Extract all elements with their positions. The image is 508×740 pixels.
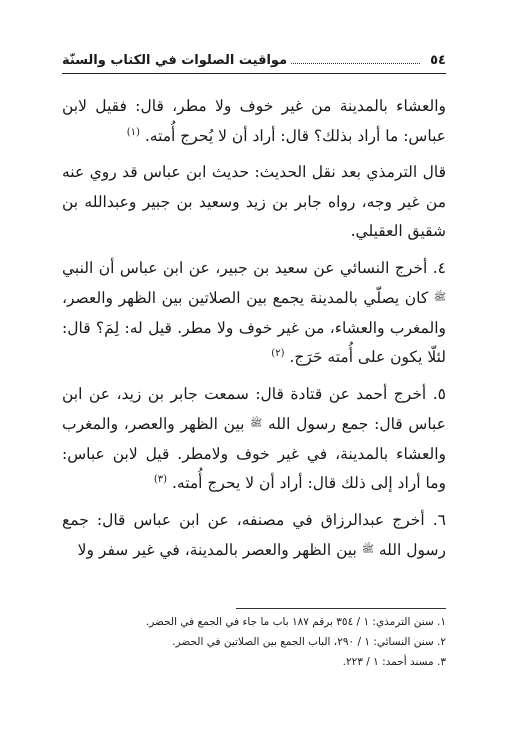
paragraph-2-text: قال الترمذي بعد نقل الحديث: حديث ابن عباس قد روي عنه من غير وجه، رواه جابر بن زيد وسعيد بن جبير وعبدالله بن شقيق العقيلي. (62, 163, 446, 240)
footnotes (62, 612, 446, 672)
footnote-1: ١. سنن الترمذي: ١ / ٣٥٤ برقم ١٨٧ باب ما جاء في الجمع في الحضر. (145, 616, 446, 628)
header-rule (62, 73, 446, 74)
paragraph-3-text-b: كان يصلّي بالمدينة يجمع بين الصلاتين بين الظهر والعصر، والمغرب والعشاء، من غير خوف ولا مطر. قيل له: لِمَ؟ قال: لئلّا يكون على أُمته حَرَج. (62, 289, 446, 366)
salawat-symbol: ﷺ (250, 418, 263, 429)
footnote-3: ٣. مسند أحمد: ١ / ٢٢٣. (342, 656, 446, 668)
footnote-ref-2: (٢) (271, 347, 285, 359)
header-dot-leader (291, 63, 420, 64)
paragraph-2 (62, 158, 446, 247)
salawat-symbol: ﷺ (433, 292, 446, 303)
paragraph-4-text-a: ٥. أخرج أحمد عن قتادة قال: سمعت جابر بن زيد، عن ابن عباس قال: جمع رسول الله (62, 384, 446, 433)
footnote-ref-3: (٣) (153, 473, 168, 485)
paragraph-4 (62, 380, 446, 499)
page-number: ٥٤ (430, 53, 446, 68)
paragraph-3-text-a: ٤. أخرج النسائي عن سعيد بن جبير، عن ابن عباس أن النبي (62, 258, 446, 277)
footnote-2: ٢. سنن النسائي: ١ / ٢٩٠، الباب الجمع بين الصلاتين في الحضر. (172, 636, 446, 648)
footnote-separator (236, 608, 446, 609)
paragraph-3 (62, 254, 446, 373)
running-header (62, 46, 446, 68)
header-title: مواقيت الصلوات في الكتاب والسنّة (62, 53, 288, 68)
paragraph-5-text-a: ٦. أخرج عبدالرزاق في مصنفه، عن ابن عباس قال: جمع رسول الله (62, 510, 446, 559)
paragraph-1 (62, 92, 446, 151)
paragraph-4-text-b: بين الظهر والعصر، والمغرب والعشاء بالمدينة، في غير خوف ولامطر. قيل لابن عباس: وما أراد إلى ذلك قال: أراد أن لا يحرج أُمته. (62, 415, 446, 492)
paragraph-5 (62, 506, 446, 566)
main-text (62, 92, 446, 573)
paragraph-1-text: والعشاء بالمدينة من غير خوف ولا مطر، قال: فقيل لابن عباس: ما أراد بذلك؟ قال: أراد أن لا يُحرج أُمته. (62, 97, 446, 145)
footnote-ref-1: (١) (126, 126, 140, 138)
paragraph-5-text-b: بين الظهر والعصر بالمدينة، في غير سفر ولا (77, 541, 357, 559)
salawat-symbol: ﷺ (361, 544, 374, 555)
